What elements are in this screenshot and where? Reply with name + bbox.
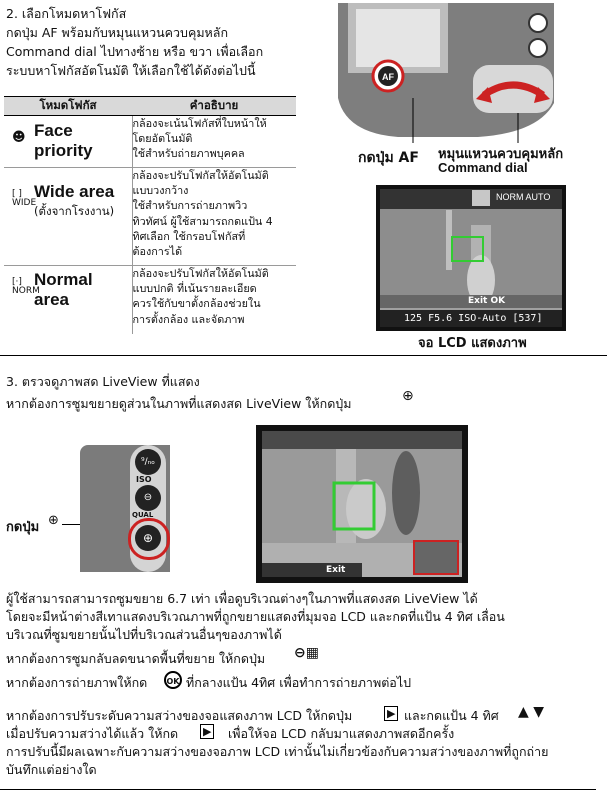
ok-button-icon: OK xyxy=(164,671,182,689)
wb-button-icon: ⁹∕ₙₒ xyxy=(135,449,161,475)
shoot-line-a: หากต้องการถ่ายภาพให้กด xyxy=(6,675,148,690)
zoom-in-button-icon: ⊕ xyxy=(135,525,161,551)
press-zoom-label: กดปุ่ม xyxy=(6,520,40,535)
mode-desc-line: กล้องจะปรับโฟกัสให้อัตโนมัติ xyxy=(132,267,269,280)
normal-area-icon: [·] NORM xyxy=(12,277,40,296)
mode-desc-line: การตั้งกล้อง และจัดภาพ xyxy=(132,312,245,326)
af-button-text: AF xyxy=(382,72,394,82)
mode-name-line: Wide area xyxy=(34,182,115,201)
mode-desc-line: ใช้สำหรับการถ่ายภาพวิว xyxy=(132,199,248,213)
qual-label: QUAL xyxy=(132,511,154,519)
focus-mode-table xyxy=(4,96,296,334)
focus-mode-indicator-icon xyxy=(472,190,490,206)
brightness-line-1a: หากต้องการปรับระดับความสว่างของจอแสดงภาพ LCD ให้กดปุ่ม xyxy=(6,708,353,723)
mode-desc-line: กล้องจะปรับโฟกัสให้อัตโนมัติ xyxy=(132,169,269,182)
bottom-divider xyxy=(0,789,596,790)
table-row xyxy=(4,266,296,335)
dial-label-2: Command dial xyxy=(438,160,528,175)
lcd-caption: จอ LCD แสดงภาพ xyxy=(418,336,527,351)
section2-intro-3: ระบบหาโฟกัสอัตโนมัติ ให้เลือกใช้ได้ดังต่อไปนี้ xyxy=(6,63,256,78)
table-header-mode: โหมดโฟกัส xyxy=(4,97,132,116)
dial-label-1: หมุนแหวนควบคุมหลัก xyxy=(438,147,564,162)
up-down-arrows-icon: ▲ ▼ xyxy=(518,704,544,720)
mode-desc-line: ควรใช้กับขาตั้งกล้องช่วยใน xyxy=(132,297,261,311)
zoom-in-icon: ⊕ xyxy=(402,388,414,404)
lcd-bottom-status: 125 F5.6 ISO-Auto [537] xyxy=(404,313,543,324)
lcd-zoom-exit: Exit xyxy=(326,565,346,575)
brightness-line-2b: เพื่อให้จอ LCD กลับมาแสดงภาพสดอีกครั้ง xyxy=(228,726,455,741)
lcd-wide-area xyxy=(376,185,566,331)
shoot-line-b: ที่กลางแป้น 4ทิศ เพื่อทำการถ่ายภาพต่อไป xyxy=(186,675,412,690)
section3-para-2: โดยจะมีหน้าต่างสีเทาแสดงบริเวณภาพที่ถูกขยายแสดงที่มุมจอ LCD และกดที่แป้น 4 ทิศ เลื่อน xyxy=(6,609,505,624)
camera-buttons-illustration xyxy=(80,445,170,572)
table-row xyxy=(4,168,296,266)
brightness-line-3: การปรับนี้มีผลเฉพาะกับความสว่างของจอภาพ LCD เท่านั้นไม่เกี่ยวข้องกับความสว่างของภาพที่ถูกถ่าย xyxy=(6,744,549,759)
lcd-top-status: NORM AUTO xyxy=(496,192,551,202)
table-row xyxy=(4,116,296,168)
mode-name-line: priority xyxy=(34,141,93,160)
section3-para-3: บริเวณที่ซูมขยายนั้นไปที่บริเวณส่วนอื่นๆของภาพได้ xyxy=(6,627,282,642)
section3-para-1: ผู้ใช้สามารถสามารถซูมขยาย 6.7 เท่า เพื่อดูบริเวณต่างๆในภาพที่แสดงสด LiveView ได้ xyxy=(6,591,478,606)
section-divider xyxy=(0,355,607,356)
section3-zoom-line: หากต้องการซูมขยายดูส่วนในภาพที่แสดงสด LiveView ให้กดปุ่ม xyxy=(6,396,352,411)
wide-area-icon: [ ] WIDE xyxy=(12,189,37,208)
brightness-line-1b: และกดแป้น 4 ทิศ xyxy=(404,708,499,723)
playback-button-icon-2: ▶ xyxy=(200,724,214,739)
iso-label: ISO xyxy=(136,475,152,484)
zoom-out-button-icon: ⊖ xyxy=(135,485,161,511)
section2-intro-1: กดปุ่ม AF พร้อมกับหมุนแหวนควบคุมหลัก xyxy=(6,25,229,40)
zoom-navigator-window xyxy=(414,541,458,574)
mode-desc-line: ทิวทัศน์ ผู้ใช้สามารถกดแป้น 4 xyxy=(132,214,273,228)
playback-button-icon: ▶ xyxy=(384,706,398,721)
section3-heading: 3. ตรวจดูภาพสด LiveView ที่แสดง xyxy=(6,374,200,389)
mode-desc-line: ใช้สำหรับถ่ายภาพบุคคล xyxy=(132,147,245,161)
lcd-zoom-view xyxy=(256,425,468,583)
brightness-line-4: บันทึกแต่อย่างใด xyxy=(6,762,97,777)
mode-desc-line: กล้องจะเน้นโฟกัสที่ใบหน้าให้ xyxy=(132,117,267,130)
mode-name-line: area xyxy=(34,290,69,309)
lock-button-icon xyxy=(529,14,547,32)
mode-desc-line: ทิศเลือก ใช้กรอบโฟกัสที่ xyxy=(132,229,246,243)
zoom-in-icon-small: ⊕ xyxy=(48,513,59,528)
mode-desc-line: แบบปกติ ที่เน้นรายละเอียด xyxy=(132,282,257,296)
mode-desc-line: ต้องการได้ xyxy=(132,245,183,259)
mode-sub-label: (ตั้งจากโรงงาน) xyxy=(34,204,115,218)
pointer-line xyxy=(62,524,80,525)
camera-back-illustration xyxy=(318,3,570,143)
mode-desc-line: แบบวงกว้าง xyxy=(132,184,189,198)
mode-name-line: Face xyxy=(34,121,73,140)
mode-desc-line: โดยอัตโนมัติ xyxy=(132,132,193,146)
zoom-out-line: หากต้องการซูมกลับลดขนาดพื้นที่ขยาย ให้กดปุ่ม xyxy=(6,651,266,666)
section2-heading: 2. เลือกโหมดหาโฟกัส xyxy=(6,6,127,21)
af-button-label: กดปุ่ม AF xyxy=(358,150,419,166)
face-priority-icon: ☻ xyxy=(12,130,26,145)
zoom-out-icon: ⊖▦ xyxy=(294,645,319,661)
table-header-desc: คำอธิบาย xyxy=(132,97,296,116)
brightness-line-2a: เมื่อปรับความสว่างได้แล้ว ให้กด xyxy=(6,726,179,741)
section2-intro-2: Command dial ไปทางซ้าย หรือ ขวา เพื่อเลือก xyxy=(6,44,264,59)
lcd-exit-label: Exit OK xyxy=(468,296,506,306)
ae-lock-button-icon xyxy=(529,39,547,57)
mode-name-line: Normal xyxy=(34,270,93,289)
